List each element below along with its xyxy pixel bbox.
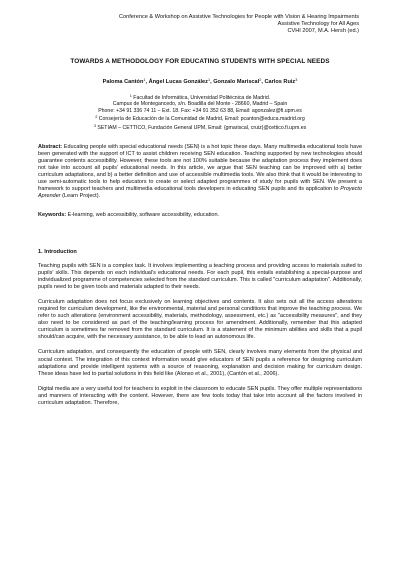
author-affil-mark: 1 <box>143 77 146 82</box>
author-name: Gonzalo Mariscal <box>213 78 260 85</box>
header-line: Conference & Workshop on Assistive Technologies for People with Vision & Hearing Impairments <box>118 14 359 20</box>
body-paragraph: Curriculum adaptation does not focus exclusively on learning objectives and contents. It also sets out all the access alterations required for curriculum development, like the environmental, material and personal conditions that improve the teaching process. We refer to such alterations (environment accessibility, materials, methodology, assessment, etc.) as "accessibility measures", and they also need to be considered as part of the teaching/learning process for amendment. Additionally, remember that this adapted curriculum is sometimes far removed from the standard curriculum. It is a statement of the minimum abilities and skills that a pupil should/can acquire, with the necessary assistance, to be able to lead an autonomous life. <box>38 299 362 341</box>
affil-mark: 2 <box>95 115 98 120</box>
affiliation-text: Facultad de Informática, Universidad Politécnica de Madrid. <box>133 94 271 101</box>
body-paragraph: Teaching pupils with SEN is a complex task. It involves implementing a teaching process and providing access to materials suited to pupils' skills. This depends on each individual's educational needs. For each pupil, this entails establishing a special-purpose and individualized programme of competencies selected from the standard curriculum. This is called "curriculum adaptation". Additionally, pupils need to be given tools and materials adapted to their needs. <box>38 263 362 291</box>
header-line: Assistive Technology for All Ages <box>277 21 359 28</box>
abstract-label: Abstract: <box>38 143 63 150</box>
affiliation-text: Consejería de Educación de la Comunidad de Madrid, Email: pcanton@educa.madrid.org <box>98 116 305 123</box>
keywords <box>38 212 362 219</box>
header-line: CVHI 2007, M.A. Hersh (ed.) <box>287 28 359 35</box>
body-paragraph: Curriculum adaptation, and consequently the education of people with SEN, clearly involves many elements from the physical and social context. The integration of this context information would give educators of SEN pupils a reference for designing curriculum adaptations and provide intelligent systems with a source of reasoning, explanation and decision making for curriculum design. These ideas have led to partial solutions in this field like (Alonso et al., 2001), (Cantón et al., 2006). <box>38 349 362 377</box>
author-affil-mark: 1 <box>207 77 211 82</box>
abstract-text-end: (Learn Project). <box>60 192 101 199</box>
author-name: Carlos Ruiz <box>264 78 296 85</box>
abstract-text: Educating people with special educational needs (SEN) is a hot topic these days. Many multimedia educational tools have been generated with the support of ICT to assist children receiving SEN education. Teaching supported by new technologies should guarantee contents accessibility. However, these tools are not 100% suitable because the adaptation process they implement does not take into account all pupils' educational needs. In this article, we argue that SEN teaching can be improved with a) better curriculum adaptations, and b) a better definition and use of accessible multimedia tools. We also think that it would be interesting to use semi-automatic tools to help educators to create or select adapted programmes of study for pupils with SEN. We present a framework to support teachers and multimedia educational tools developers in educating SEN pupils and its application to <box>38 143 362 192</box>
affiliations <box>38 93 362 132</box>
affiliation-address: Campus de Montegancedo, s/n. Boadilla del Monte - 28660, Madrid – Spain <box>112 101 288 108</box>
affiliation-line <box>38 123 362 132</box>
affil-mark: 1 <box>129 93 132 98</box>
body-paragraph: Digital media are a very useful tool for teachers to exploit in the classroom to educate SEN pupils. They offer multiple representations and manners of interacting with the content. However, there are few tools today that take into account all the factors involved in curriculum adaptation. Therefore, <box>38 385 362 406</box>
affiliation-line <box>38 93 362 102</box>
section-heading: 1. Introduction <box>38 249 77 255</box>
conference-header <box>38 0 362 36</box>
abstract <box>38 144 362 200</box>
affiliation-line <box>38 114 362 123</box>
author-list: Paloma Cantón$^1$, Ángel Lucas González$^1$, Gonzalo Mariscal$^2$, Carlos Ruiz$^3$ <box>102 77 298 85</box>
author-name: Paloma Cantón <box>102 78 144 85</box>
author-affil-mark: 2 <box>259 77 262 82</box>
paper-title: TOWARDS A METHODOLOGY FOR EDUCATING STUDENTS WITH SPECIAL NEEDS <box>70 57 330 65</box>
affiliation-contact: Phone: +34 91 336 74 11 – Ext. 18. Fax: +34 91 352 63 88, Email: agonzalez@fi.upm.es <box>98 107 302 114</box>
keywords-label: Keywords: <box>38 211 67 218</box>
affiliation-text: SETIAM – CETTICO, Fundación General UPM, Email: {gmariscal, cruiz}@cettico.fi.upm.es <box>97 124 307 131</box>
author-name: Ángel Lucas González <box>148 78 208 85</box>
author-affil-mark: 3 <box>295 77 298 82</box>
project-name: Proyecto Aprender <box>38 185 362 199</box>
keywords-text: E-learning, web accessibility, software accessibility, education. <box>66 211 220 218</box>
affil-mark: 3 <box>93 123 96 128</box>
